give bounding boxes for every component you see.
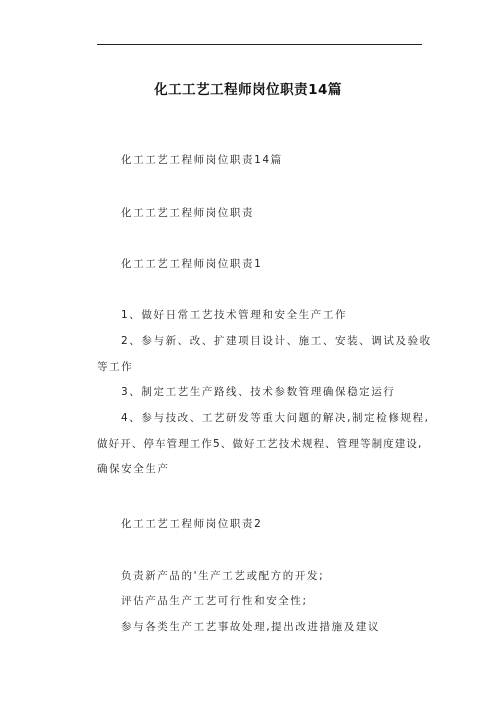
text-line: 化工工艺工程师岗位职责2 [121,518,263,530]
text-line: 2、参与新、改、扩建项目设计、施工、安装、调试及验收 [121,335,432,347]
text-line: 4、参与技改、工艺研发等重大问题的解决,制定检修规程, [121,412,430,424]
text-line: 化工工艺工程师岗位职责1 [121,258,263,270]
text-line: 化工工艺工程师岗位职责14篇 [121,154,283,166]
text-line: 3、制定工艺生产路线、技术参数管理确保稳定运行 [121,386,396,398]
text-line: 做好开、停车管理工作5、做好工艺技术规程、管理等制度建设, [97,438,423,450]
text-line: 等工作 [97,361,134,373]
text-line: 评估产品生产工艺可行性和安全性; [121,595,308,607]
text-line: 化工工艺工程师岗位职责 [121,207,255,219]
text-line: 参与各类生产工艺事故处理,提出改进措施及建议 [121,621,381,633]
document-title: 化工工艺工程师岗位职责14篇 [154,82,342,98]
header-rule [97,44,422,45]
text-line: 确保安全生产 [97,463,170,475]
text-line: 1、做好日常工艺技术管理和安全生产工作 [121,309,348,321]
text-line: 负责新产品的'生产工艺或配方的开发; [121,570,325,582]
